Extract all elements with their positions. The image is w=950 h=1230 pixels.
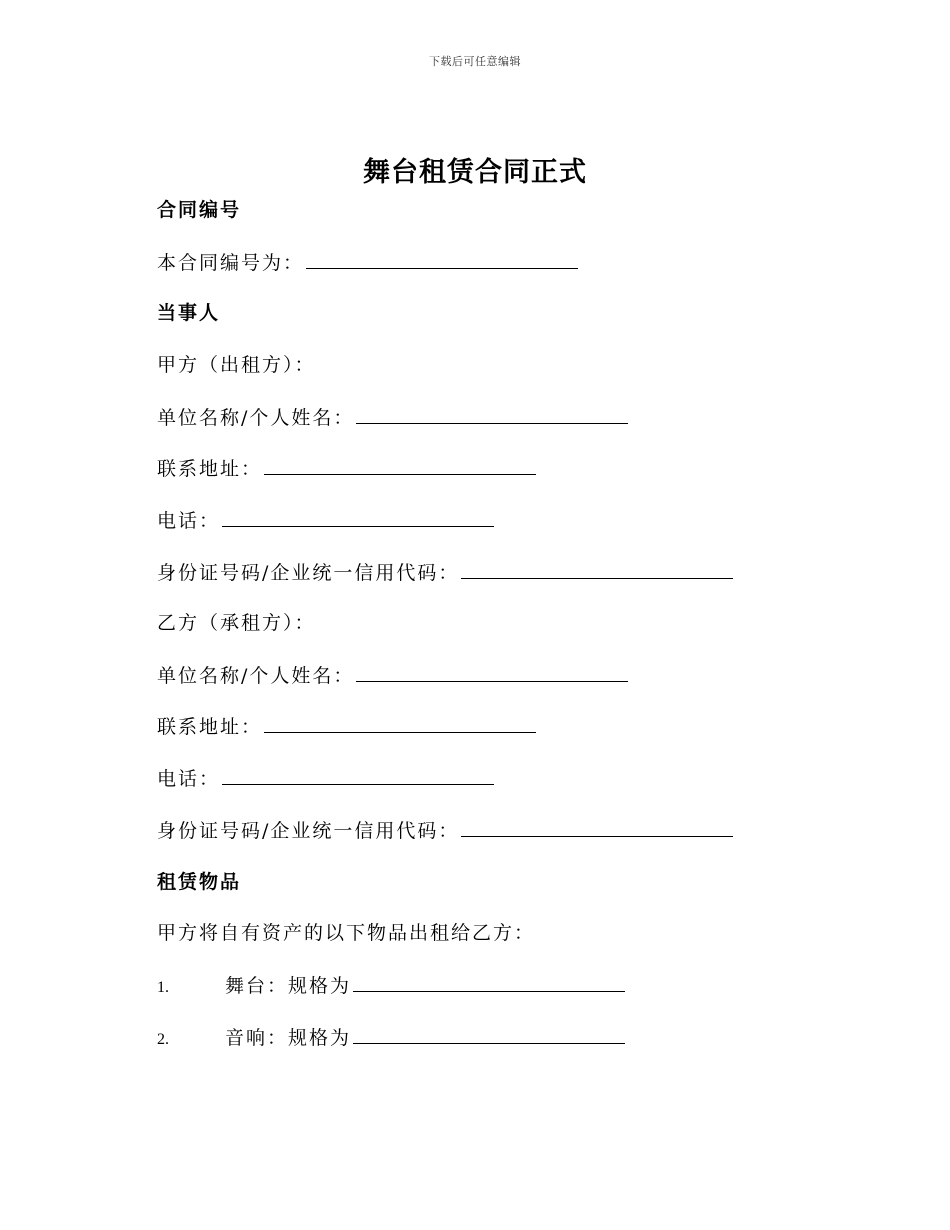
- party-b-address-line: [157, 713, 536, 740]
- party-b-id-line: [157, 817, 733, 844]
- contract-number-line: [157, 249, 578, 276]
- contract-number-heading: 合同编号: [157, 199, 242, 221]
- party-a-name-blank[interactable]: [356, 404, 628, 424]
- party-b-id-label: 身份证号码/企业统一信用代码：: [157, 820, 460, 842]
- list-item: [157, 1024, 625, 1053]
- party-a-id-label: 身份证号码/企业统一信用代码：: [157, 562, 460, 584]
- party-b-title: 乙方（承租方）：: [157, 612, 316, 634]
- items-intro: 甲方将自有资产的以下物品出租给乙方：: [157, 922, 536, 944]
- party-b-name-label: 单位名称/个人姓名：: [157, 665, 355, 687]
- list-item-label: 音响：规格为: [225, 1027, 352, 1049]
- party-a-id-blank[interactable]: [461, 559, 733, 579]
- party-a-address-blank[interactable]: [264, 455, 536, 475]
- party-a-id-line: [157, 559, 733, 586]
- list-item-blank[interactable]: [353, 1024, 625, 1044]
- contract-number-label: 本合同编号为：: [157, 252, 305, 274]
- party-a-address-line: [157, 455, 536, 482]
- party-a-phone-label: 电话：: [157, 510, 221, 532]
- list-item-number: 2.: [157, 1031, 169, 1048]
- list-item-label: 舞台：规格为: [225, 975, 352, 997]
- list-item: [157, 972, 625, 1001]
- party-a-phone-blank[interactable]: [222, 507, 494, 527]
- party-b-address-blank[interactable]: [264, 713, 536, 733]
- list-item-number: 1.: [157, 979, 169, 996]
- party-b-address-label: 联系地址：: [157, 716, 263, 738]
- party-a-address-label: 联系地址：: [157, 458, 263, 480]
- party-b-phone-label: 电话：: [157, 768, 221, 790]
- list-item-blank[interactable]: [353, 972, 625, 992]
- contract-number-blank[interactable]: [306, 249, 578, 269]
- party-b-name-line: [157, 662, 628, 689]
- party-a-phone-line: [157, 507, 494, 534]
- party-b-phone-line: [157, 765, 494, 792]
- party-a-name-line: [157, 404, 628, 431]
- document-title: 舞台租赁合同正式: [363, 157, 587, 188]
- party-b-name-blank[interactable]: [356, 662, 628, 682]
- party-a-name-label: 单位名称/个人姓名：: [157, 407, 355, 429]
- parties-heading: 当事人: [157, 302, 221, 324]
- party-b-id-blank[interactable]: [461, 817, 733, 837]
- items-heading: 租赁物品: [157, 871, 242, 893]
- party-a-title: 甲方（出租方）：: [157, 354, 316, 376]
- party-b-phone-blank[interactable]: [222, 765, 494, 785]
- page-header-note: 下载后可任意编辑: [429, 55, 521, 68]
